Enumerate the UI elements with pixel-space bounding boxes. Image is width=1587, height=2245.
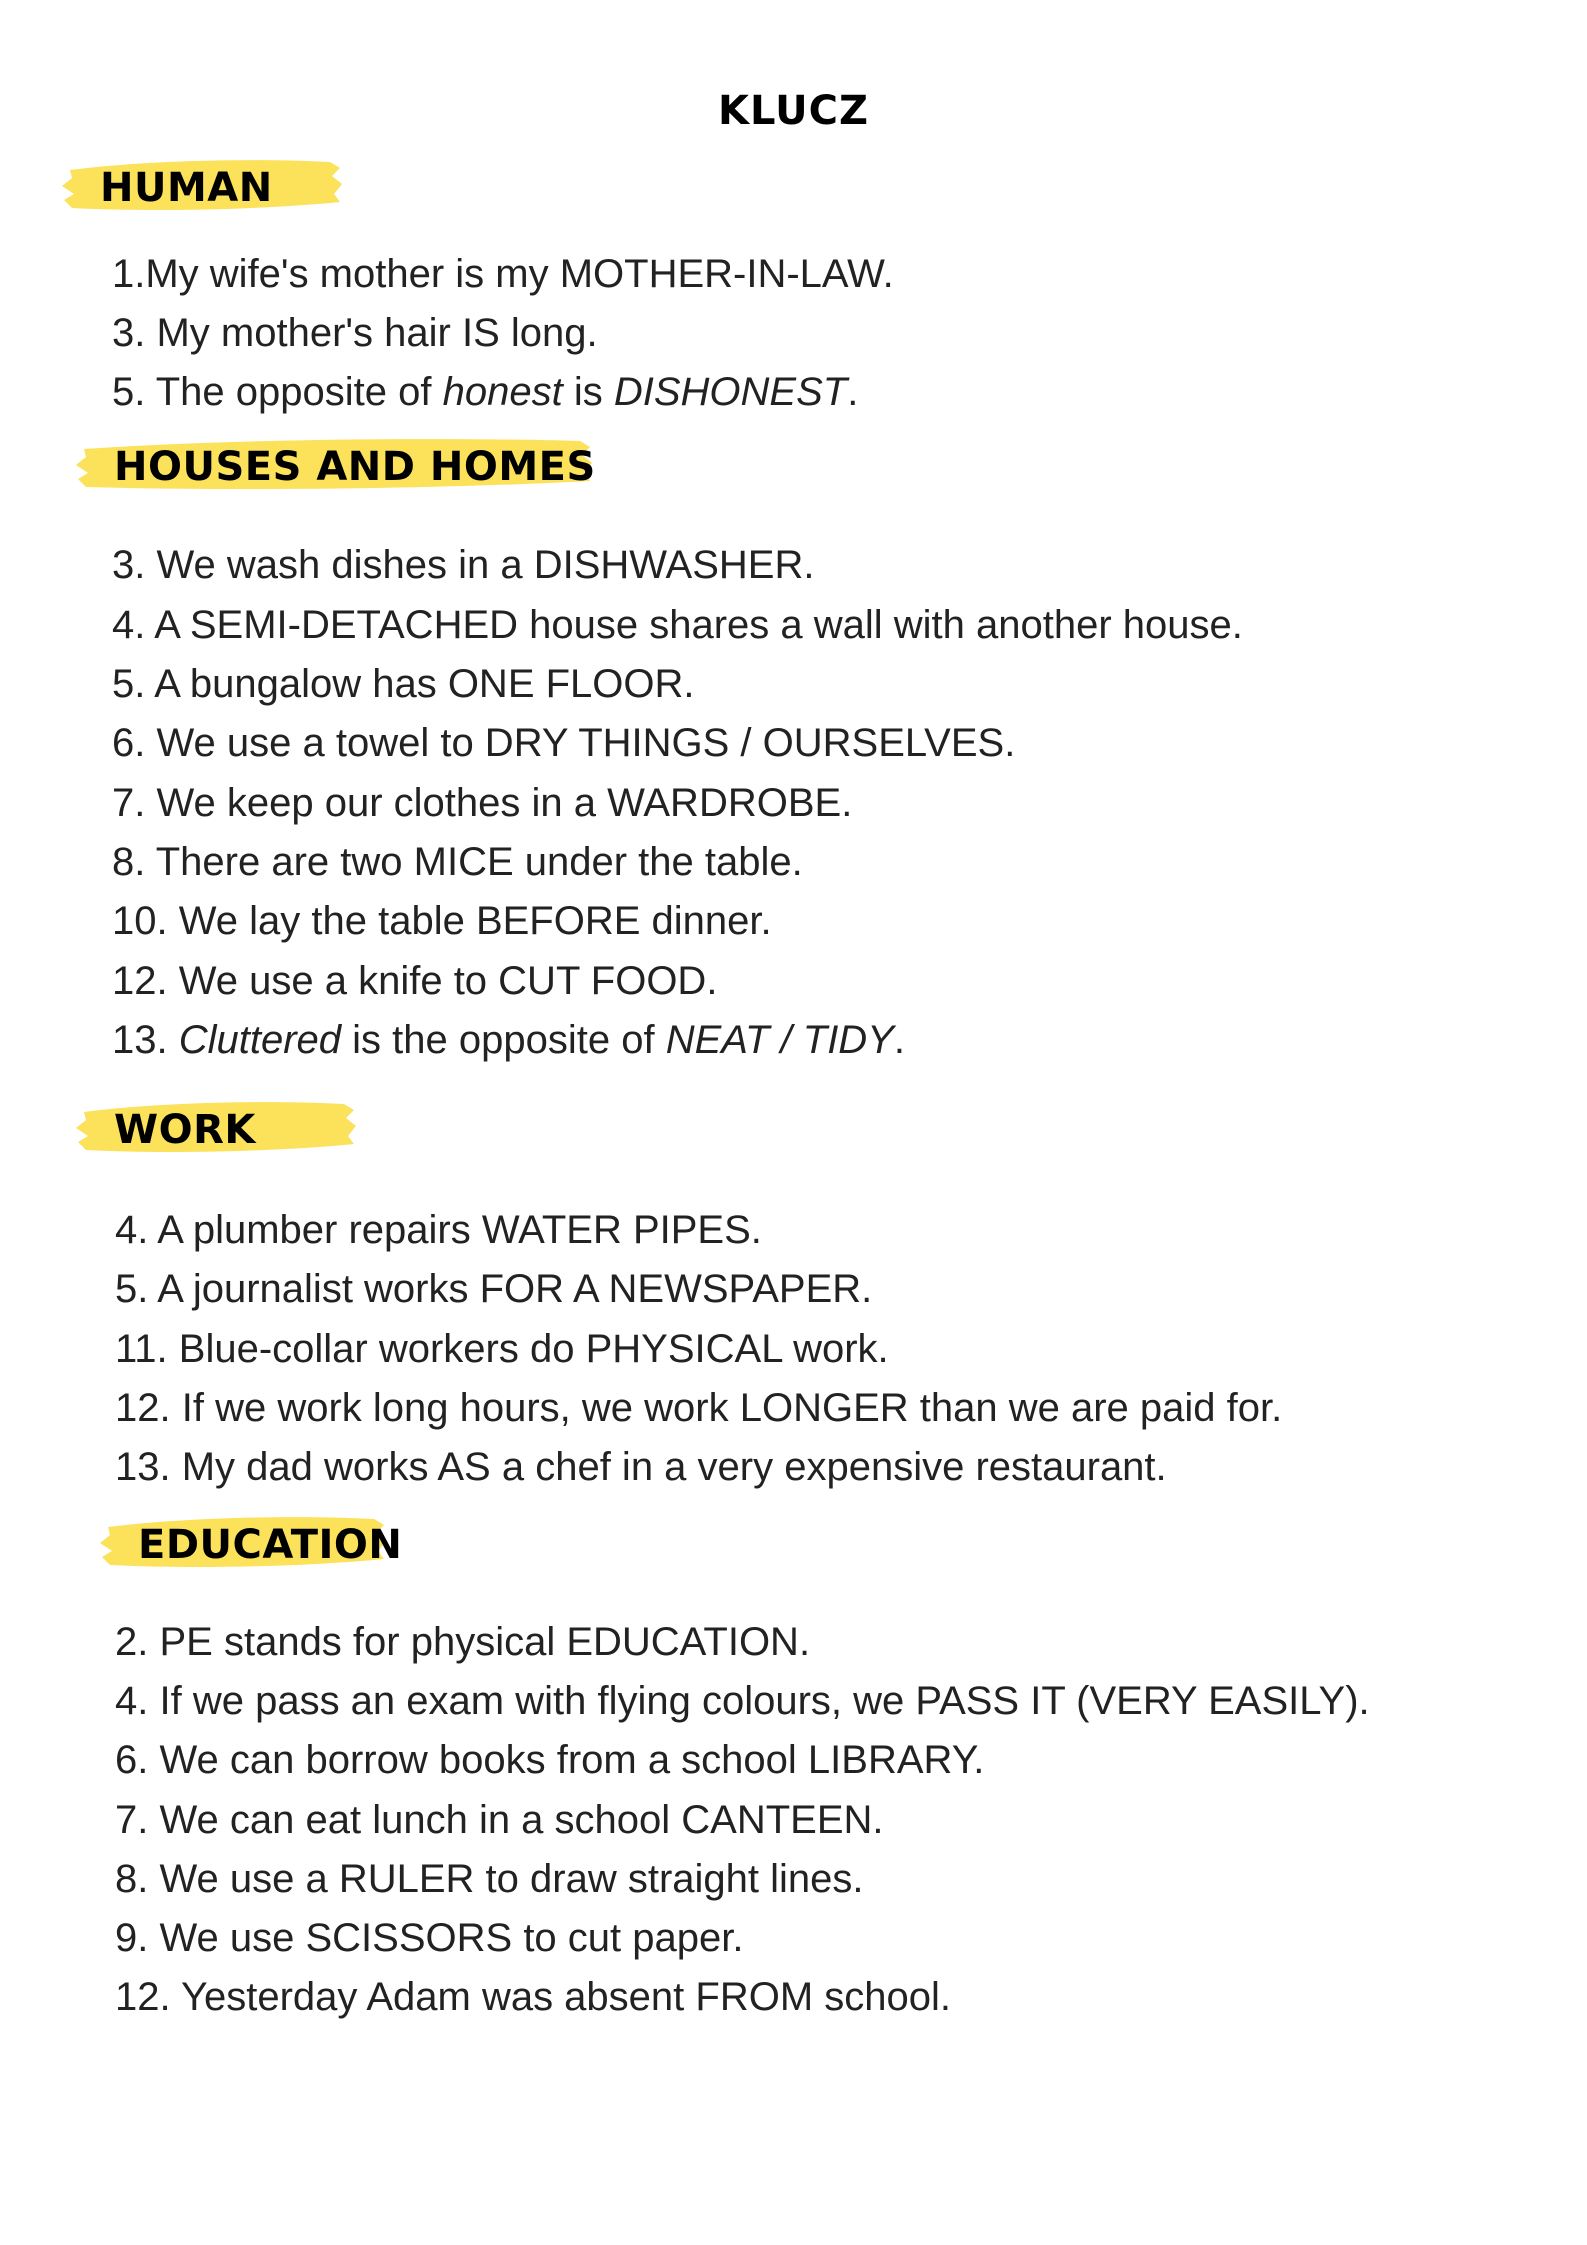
- page-title: KLUCZ: [718, 88, 869, 134]
- answer-item: [115, 1740, 984, 1780]
- section-header-work: [76, 1092, 358, 1162]
- item-text: We can eat lunch in a school CANTEEN.: [159, 1798, 884, 1842]
- item-text: My wife's mother is my MOTHER-IN-LAW.: [145, 252, 894, 296]
- item-number: 8.: [115, 1857, 149, 1901]
- item-text: A bungalow has ONE FLOOR.: [154, 662, 695, 706]
- item-text: My mother's hair IS long.: [156, 311, 598, 355]
- item-number: 12.: [115, 1386, 171, 1430]
- italic-term: NEAT / TIDY: [665, 1018, 894, 1062]
- item-number: 5.: [115, 1267, 149, 1311]
- item-text: We keep our clothes in a WARDROBE.: [156, 781, 853, 825]
- item-number: 3.: [112, 311, 146, 355]
- item-number: 10.: [112, 899, 168, 943]
- answer-item: [112, 723, 1015, 763]
- item-number: 1.: [112, 252, 146, 296]
- answer-item: [115, 1977, 951, 2017]
- item-number: 7.: [115, 1798, 149, 1842]
- italic-term: honest: [442, 370, 563, 414]
- item-number: 4.: [115, 1679, 149, 1723]
- item-text: There are two MICE under the table.: [155, 840, 803, 884]
- answer-item: [112, 254, 894, 294]
- answer-item: [112, 783, 852, 823]
- answer-item: [115, 1210, 762, 1250]
- item-text: PE stands for physical EDUCATION.: [159, 1620, 811, 1664]
- item-text: If we pass an exam with flying colours, we PASS IT (VERY EASILY).: [159, 1679, 1370, 1723]
- item-text: We use SCISSORS to cut paper.: [159, 1916, 744, 1960]
- section-heading: WORK: [114, 1107, 256, 1153]
- answer-item: [112, 545, 814, 585]
- answer-item: [112, 605, 1243, 645]
- answer-item: [115, 1269, 872, 1309]
- item-number: 13.: [112, 1018, 168, 1062]
- answer-item: [112, 901, 772, 941]
- item-text: A journalist works FOR A NEWSPAPER.: [157, 1267, 873, 1311]
- answer-item: [115, 1388, 1282, 1428]
- answer-item: [112, 313, 598, 353]
- item-number: 2.: [115, 1620, 149, 1664]
- item-text: is: [562, 370, 614, 414]
- answer-item: [112, 1020, 905, 1060]
- item-text: .: [847, 370, 859, 414]
- section-heading: EDUCATION: [138, 1522, 403, 1568]
- italic-term: Cluttered: [178, 1018, 342, 1062]
- section-header-human: [62, 150, 344, 220]
- item-text: Yesterday Adam was absent FROM school.: [181, 1975, 951, 2019]
- section-header-houses-and-homes: [76, 429, 594, 499]
- item-number: 7.: [112, 781, 146, 825]
- item-text: We use a towel to DRY THINGS / OURSELVES.: [156, 721, 1016, 765]
- item-text: is the opposite of: [341, 1018, 666, 1062]
- item-number: 4.: [115, 1208, 149, 1252]
- item-number: 3.: [112, 543, 146, 587]
- answer-item: [112, 961, 717, 1001]
- item-number: 9.: [115, 1916, 149, 1960]
- item-text: If we work long hours, we work LONGER than we are paid for.: [181, 1386, 1283, 1430]
- section-heading: HUMAN: [100, 165, 273, 211]
- answer-item: [115, 1859, 864, 1899]
- item-text: Blue-collar workers do PHYSICAL work.: [178, 1327, 889, 1371]
- answer-item: [112, 664, 695, 704]
- item-text: My dad works AS a chef in a very expensive restaurant.: [181, 1445, 1167, 1489]
- item-text: We use a knife to CUT FOOD.: [178, 959, 718, 1003]
- item-number: 12.: [115, 1975, 171, 2019]
- item-number: 5.: [112, 370, 146, 414]
- item-number: 11.: [115, 1327, 168, 1371]
- item-text: .: [893, 1018, 905, 1062]
- item-text: We wash dishes in a DISHWASHER.: [156, 543, 815, 587]
- item-text: A SEMI-DETACHED house shares a wall with another house.: [154, 603, 1243, 647]
- item-number: 6.: [112, 721, 146, 765]
- item-text: A plumber repairs WATER PIPES.: [157, 1208, 762, 1252]
- item-text: We can borrow books from a school LIBRARY.: [159, 1738, 985, 1782]
- item-text: The opposite of: [155, 370, 443, 414]
- item-number: 8.: [112, 840, 146, 884]
- answer-item: [115, 1447, 1167, 1487]
- answer-item: [115, 1800, 884, 1840]
- item-number: 13.: [115, 1445, 171, 1489]
- answer-item: [115, 1329, 889, 1369]
- section-heading: HOUSES AND HOMES: [114, 444, 596, 490]
- item-number: 5.: [112, 662, 146, 706]
- answer-item: [115, 1918, 743, 1958]
- answer-item: [112, 842, 803, 882]
- italic-term: DISHONEST: [613, 370, 848, 414]
- item-text: We lay the table BEFORE dinner.: [178, 899, 772, 943]
- section-header-education: [100, 1507, 403, 1577]
- item-text: We use a RULER to draw straight lines.: [159, 1857, 864, 1901]
- item-number: 6.: [115, 1738, 149, 1782]
- answer-item: [115, 1622, 810, 1662]
- answer-item: [115, 1681, 1370, 1721]
- item-number: 4.: [112, 603, 146, 647]
- item-number: 12.: [112, 959, 168, 1003]
- answer-item: [112, 372, 858, 412]
